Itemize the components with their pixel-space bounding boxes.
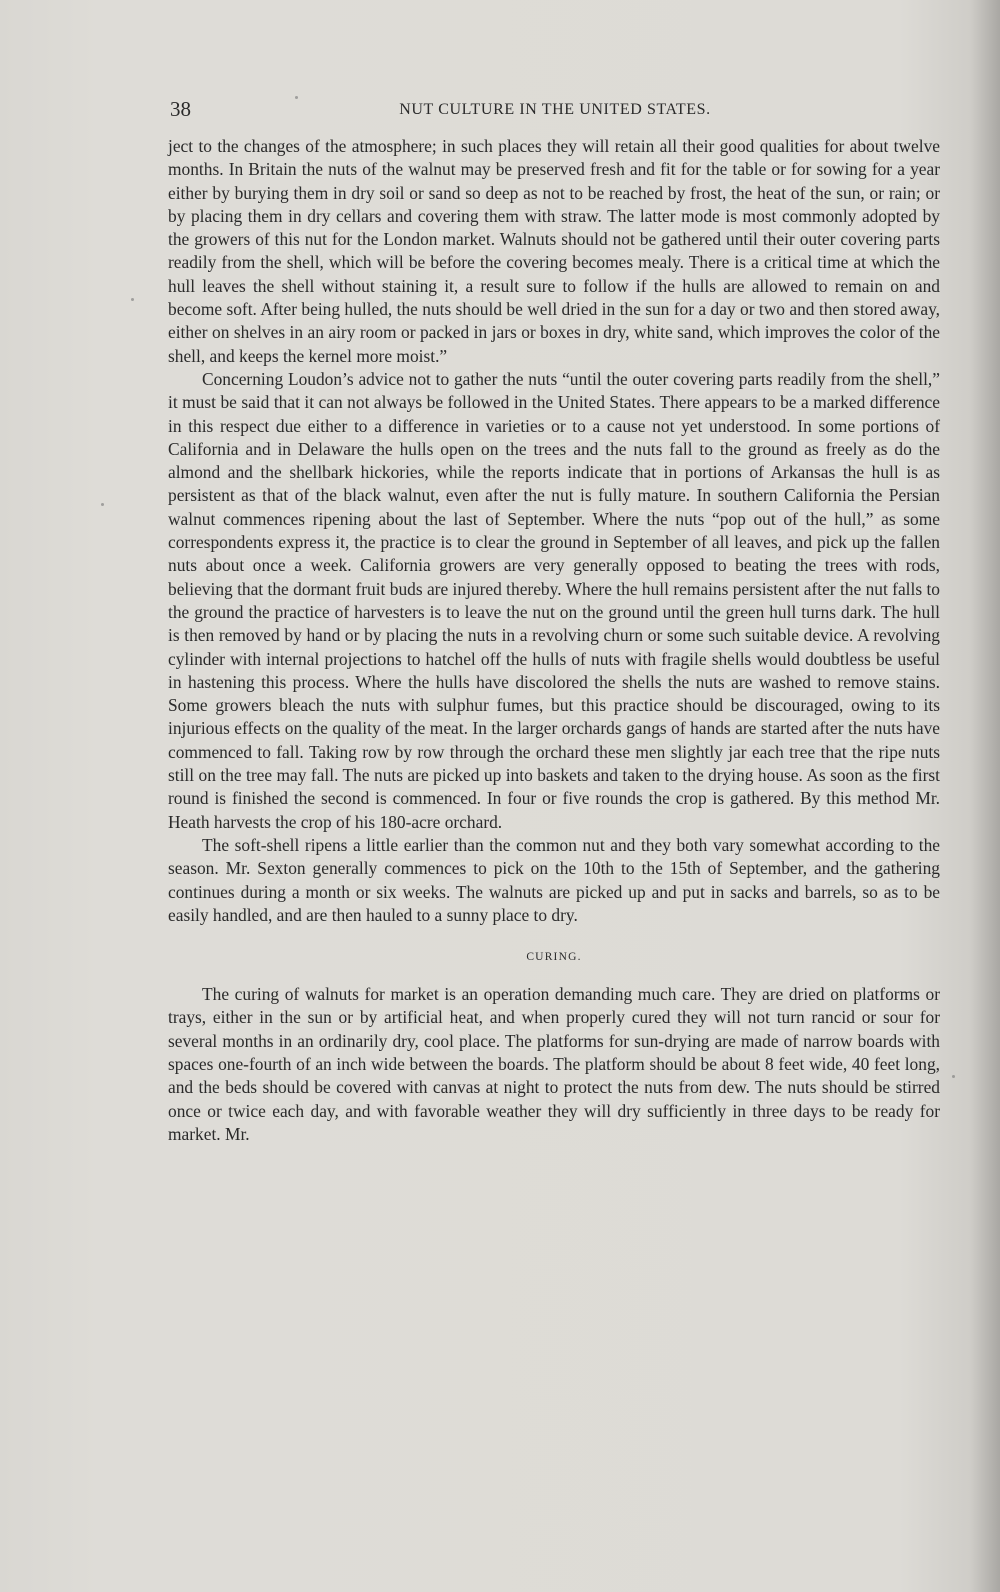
paragraph-loudon-advice: Concerning Loudon’s advice not to gather the nuts “until the outer covering parts readily from the shell,” it must be said that it can not always be followed in the United States. There appears to be a marked difference in this respect due either to a difference in varieties or to a cause not yet understood. In some portions of California and in Delaware the hulls open on the trees and the nuts fall to the ground as freely as do the almond and the shellbark hickories, while the reports indicate that in portions of Arkansas the hull is as persistent as that of the black walnut, even after the nut is fully mature. In southern California the Persian walnut commences ripening about the last of September. Where the nuts “pop out of the hull,” as some correspondents express it, the practice is to clear the ground in September of all leaves, and pick up the fallen nuts about once a week. California growers are very generally opposed to beating the trees with rods, believing that the dormant fruit buds are injured thereby. Where the hull remains persistent after the nut falls to the ground the practice of harvesters is to leave the nut on the ground until the green hull turns dark. The hull is then removed by hand or by placing the nuts in a revolving churn or some such suitable device. A revolving cylinder with internal projections to hatchel off the hulls of nuts with fragile shells would doubtless be useful in hastening this process. Where the hulls have discolored the shells the nuts are washed to remove stains. Some growers bleach the nuts with sulphur fumes, but this practice should be discouraged, owing to its injurious effects on the quality of the meat. In the larger orchards gangs of hands are started after the nuts have commenced to fall. Taking row by row through the orchard these men slightly jar each tree that the ripe nuts still on the tree may fall. The nuts are picked up into baskets and taken to the drying house. As soon as the first round is finished the second is commenced. In four or five rounds the crop is gathered. By this method Mr. Heath harvests the crop of his 180-acre orchard. — [168, 368, 940, 832]
running-title: NUT CULTURE IN THE UNITED STATES. — [399, 101, 711, 118]
paragraph-curing: The curing of walnuts for market is an operation demanding much care. They are dried on platforms or trays, either in the sun or by artificial heat, and when properly cured they will not turn rancid or sour for several months in an ordinarily dry, cool place. The platforms for sun-drying are made of narrow boards with spaces one-fourth of an inch wide between the boards. The platform should be about 8 feet wide, 40 feet long, and the beds should be covered with canvas at night to protect the nuts from dew. The nuts should be stirred once or twice each day, and with favorable weather they will dry sufficiently in three days to be ready for market. Mr. — [168, 984, 940, 1144]
paper-speck — [952, 1075, 955, 1078]
paper-speck — [131, 298, 134, 301]
running-head — [170, 96, 940, 122]
paper-speck — [295, 96, 298, 99]
body-text — [168, 135, 940, 1146]
paper-speck — [101, 503, 104, 506]
paragraph-continued: ject to the changes of the atmosphere; in such places they will retain all their good qualities for about twelve months. In Britain the nuts of the walnut may be preserved fresh and fit for the table or for sowing for a year either by burying them in dry soil or sand so deep as not to be reached by frost, the heat of the sun, or rain; or by placing them in dry cellars and covering them with straw. The latter mode is most commonly adopted by the growers of this nut for the London market. Walnuts should not be gathered until their outer covering parts readily from the shell, which will be before the covering becomes mealy. There is a critical time at which the hull leaves the shell without staining it, a result sure to follow if the hulls are allowed to remain on and become soft. After being hulled, the nuts should be well dried in the sun for a day or two and then stored away, either on shelves in an airy room or packed in jars or boxes in dry, white sand, which improves the color of the shell, and keeps the kernel more moist.” — [168, 136, 940, 366]
section-heading-curing: CURING. — [526, 951, 582, 964]
page-number: 38 — [170, 97, 191, 121]
paragraph-soft-shell: The soft-shell ripens a little earlier than the common nut and they both vary somewhat according to the season. Mr. Sexton generally commences to pick on the 10th to the 15th of September, and the gathering continues during a month or six weeks. The walnuts are picked up and put in sacks and barrels, so as to be easily handled, and are then hauled to a sunny place to dry. — [168, 834, 940, 925]
